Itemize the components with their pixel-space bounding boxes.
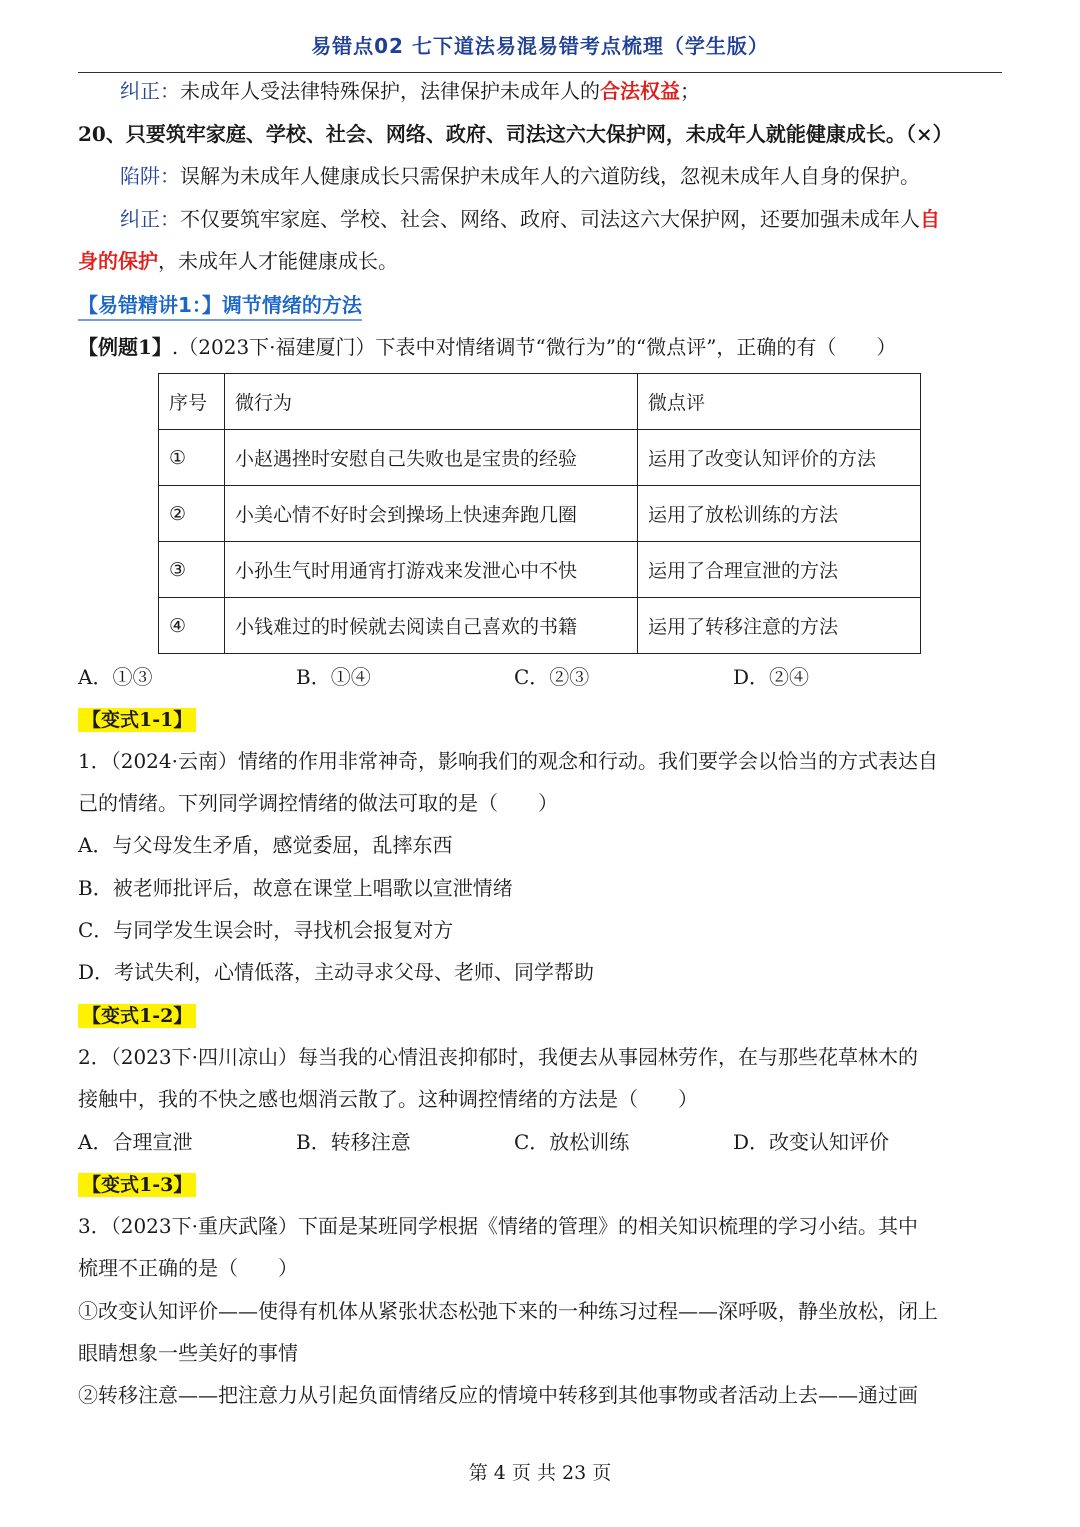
table-cell: 运用了合理宣泄的方法	[638, 542, 921, 598]
correction-text: 不仅要筑牢家庭、学校、社会、网络、政府、司法这六大保护网，还要加强未成年人	[180, 207, 920, 231]
table-cell: 运用了转移注意的方法	[638, 598, 921, 654]
variant3-item1-line2: 眼睛想象一些美好的事情	[78, 1341, 298, 1365]
table-row	[159, 542, 921, 598]
table-cell: ③	[159, 542, 225, 598]
table-cell: 小孙生气时用通宵打游戏来发泄心中不快	[225, 542, 638, 598]
table-cell: 运用了放松训练的方法	[638, 486, 921, 542]
option-c: C．②③	[514, 665, 590, 689]
variant1-option-c: C．与同学发生误会时，寻找机会报复对方	[78, 918, 454, 942]
table-row	[159, 486, 921, 542]
variant-tag-1: 【变式1-1】	[78, 704, 196, 735]
trap-label: 陷阱：	[120, 164, 180, 188]
variant-tag-2: 【变式1-2】	[78, 1000, 196, 1031]
option-b: B．①④	[296, 665, 371, 689]
correction-line-2	[120, 204, 940, 234]
example-text: .（2023下·福建厦门）下表中对情绪调节“微行为”的“微点评”，正确的有（ ）	[171, 335, 897, 359]
correction-label: 纠正：	[120, 207, 180, 231]
variant2-option-a: A．合理宣泄	[78, 1130, 193, 1154]
table-cell: ②	[159, 486, 225, 542]
example-question	[78, 332, 896, 362]
option-d: D．②④	[733, 665, 810, 689]
table-cell: 小钱难过的时候就去阅读自己喜欢的书籍	[225, 598, 638, 654]
section-title: 【易错精讲1：】调节情绪的方法	[78, 290, 362, 320]
table-header-cell: 微行为	[225, 374, 638, 430]
variant1-question-line2: 己的情绪。下列同学调控情绪的做法可取的是（ ）	[78, 791, 558, 815]
table-cell: 运用了改变认知评价的方法	[638, 430, 921, 486]
variant3-question-line1: 3．（2023下·重庆武隆）下面是某班同学根据《情绪的管理》的相关知识梳理的学习小结。其中	[78, 1214, 918, 1238]
page-header-title: 易错点02 七下道法易混易错考点梳理（学生版）	[311, 34, 769, 58]
table-cell: 小美心情不好时会到操场上快速奔跑几圈	[225, 486, 638, 542]
table-cell: ①	[159, 430, 225, 486]
table-row	[159, 430, 921, 486]
correction-highlight: 身的保护	[78, 249, 158, 273]
item-20: 20、只要筑牢家庭、学校、社会、网络、政府、司法这六大保护网，未成年人就能健康成长。（×）	[78, 122, 953, 146]
correction-label: 纠正：	[120, 79, 180, 103]
variant2-question-line1: 2．（2023下·四川凉山）每当我的心情沮丧抑郁时，我便去从事园林劳作，在与那些花草林木的	[78, 1045, 918, 1069]
example-table	[158, 373, 921, 654]
page-number: 第 4 页 共 23 页	[468, 1462, 612, 1484]
variant2-option-b: B．转移注意	[296, 1130, 411, 1154]
variant3-item2-line1: ②转移注意——把注意力从引起负面情绪反应的情境中转移到其他事物或者活动上去——通过画	[78, 1383, 918, 1407]
header-divider	[78, 72, 1002, 73]
correction-highlight: 自	[920, 207, 940, 231]
correction-end: ，未成年人才能健康成长。	[158, 249, 398, 273]
variant-tag-3: 【变式1-3】	[78, 1169, 196, 1200]
variant2-question-line2: 接触中，我的不快之感也烟消云散了。这种调控情绪的方法是（ ）	[78, 1087, 698, 1111]
table-cell: 小赵遇挫时安慰自己失败也是宝贵的经验	[225, 430, 638, 486]
variant3-item1-line1: ①改变认知评价——使得有机体从紧张状态松弛下来的一种练习过程——深呼吸，静坐放松，闭上	[78, 1299, 938, 1323]
correction-line-1	[120, 76, 700, 106]
variant1-option-d: D．考试失利，心情低落，主动寻求父母、老师、同学帮助	[78, 960, 595, 984]
table-cell: ④	[159, 598, 225, 654]
table-row	[159, 598, 921, 654]
variant2-option-c: C．放松训练	[514, 1130, 630, 1154]
variant1-option-b: B．被老师批评后，故意在课堂上唱歌以宣泄情绪	[78, 876, 513, 900]
trap-text: 误解为未成年人健康成长只需保护未成年人的六道防线，忽视未成年人自身的保护。	[180, 164, 920, 188]
variant1-question-line1: 1．（2024·云南）情绪的作用非常神奇，影响我们的观念和行动。我们要学会以恰当的方式表达自	[78, 749, 938, 773]
option-a: A．①③	[78, 665, 153, 689]
table-header-cell: 微点评	[638, 374, 921, 430]
variant1-option-a: A．与父母发生矛盾，感觉委屈，乱摔东西	[78, 833, 453, 857]
correction-text: 未成年人受法律特殊保护，法律保护未成年人的	[180, 79, 600, 103]
example-label: 【例题1】	[78, 335, 172, 359]
correction-highlight: 合法权益	[600, 79, 680, 103]
correction-end: ；	[680, 79, 700, 103]
trap-line	[120, 161, 920, 191]
table-header-cell: 序号	[159, 374, 225, 430]
correction-line-2-cont	[78, 246, 398, 276]
variant2-option-d: D．改变认知评价	[733, 1130, 890, 1154]
table-header-row	[159, 374, 921, 430]
variant3-question-line2: 梳理不正确的是（ ）	[78, 1256, 298, 1280]
